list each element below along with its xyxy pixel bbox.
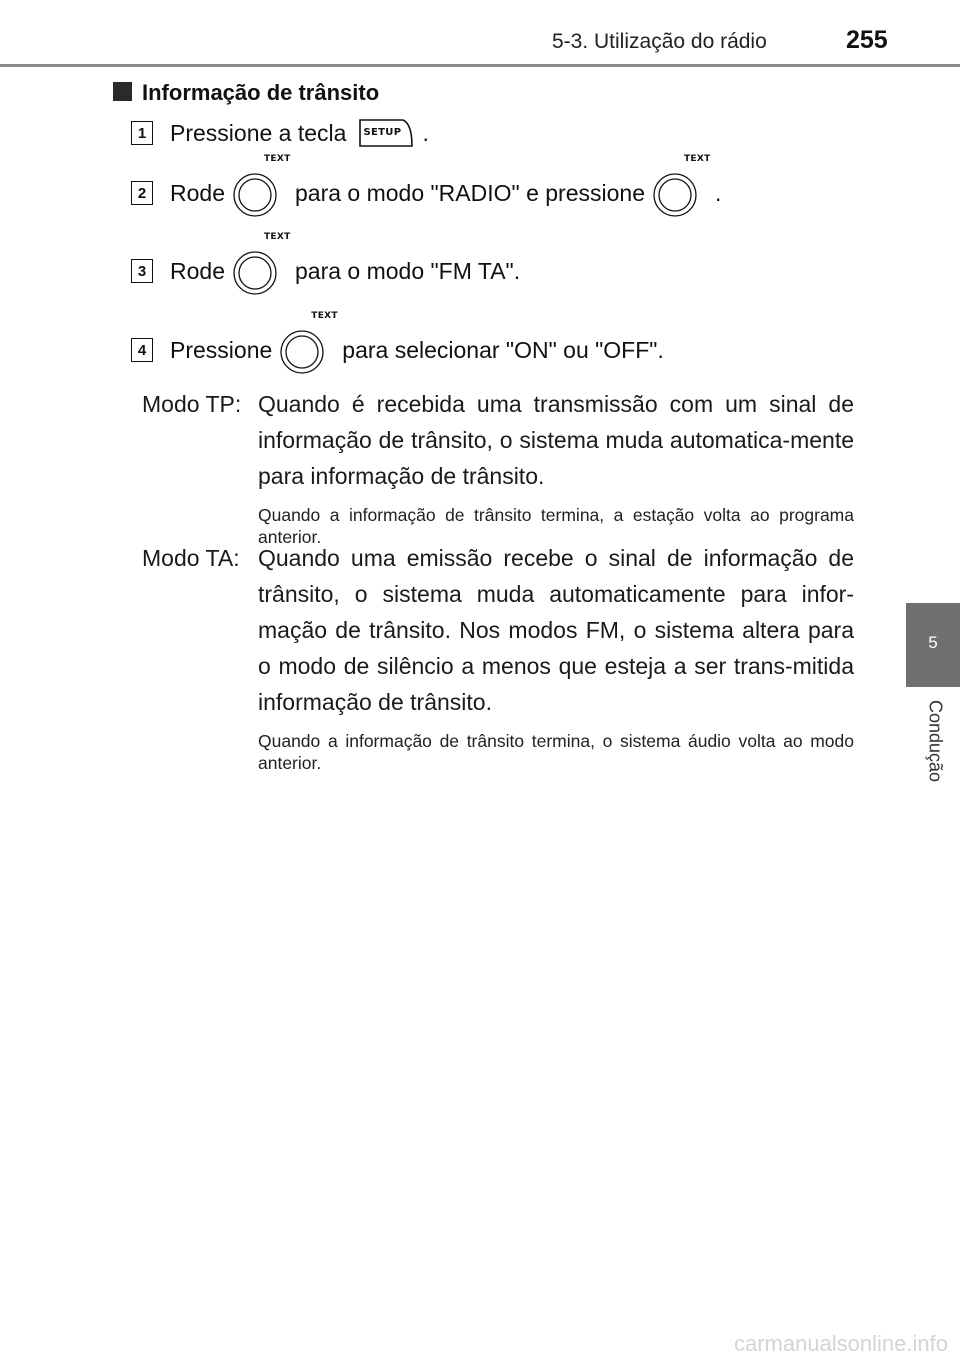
mode-description: Quando uma emissão recebe o sinal de informação de trânsito, o sistema muda automaticamente para infor-mação de trânsito. Nos modos FM, o sistema altera para o modo de silêncio a menos que esteja a ser trans-mitida informação de trânsito. [258, 545, 854, 715]
chapter-label-wrapper [920, 700, 950, 796]
step-number: 1 [131, 121, 153, 145]
mode-description: Quando é recebida uma transmissão com um sinal de informação de trânsito, o sistema muda automatica-mente para informação de trânsito. [258, 391, 854, 489]
step-text: Pressione [170, 336, 273, 363]
knob-label: TEXT [263, 154, 291, 164]
step-text: Pressione a tecla [170, 119, 347, 146]
text-knob-icon [231, 232, 291, 298]
mode-ta-block [142, 540, 854, 774]
step-1 [131, 116, 429, 150]
step-3 [131, 232, 521, 288]
mode-tp-block [142, 386, 854, 548]
step-text-end: . [422, 119, 429, 146]
step-number: 3 [131, 259, 153, 283]
knob-label: TEXT [683, 154, 711, 164]
step-text-end: . [714, 179, 722, 206]
step-text-end: para selecionar "ON" ou "OFF". [342, 336, 664, 363]
section-title: Informação de trânsito [142, 80, 380, 105]
text-knob-icon [231, 154, 291, 220]
chapter-label: Condução [925, 700, 946, 783]
knob-label: TEXT [263, 232, 291, 242]
step-number: 4 [131, 338, 153, 362]
mode-note: Quando a informação de trânsito termina, o sistema áudio volta ao modo anterior. [258, 731, 854, 773]
chapter-number: 5 [928, 633, 938, 652]
setup-button-icon [358, 118, 414, 148]
step-text: Rode [170, 179, 225, 206]
step-4 [131, 311, 664, 367]
page-number: 255 [846, 26, 888, 54]
header-rule [0, 64, 960, 67]
step-text: Rode [170, 257, 225, 284]
watermark: carmanualsonline.info [733, 1331, 948, 1356]
text-knob-icon [651, 154, 711, 220]
mode-note: Quando a informação de trânsito termina, a estação volta ao programa anterior. [258, 505, 854, 547]
step-2 [131, 154, 722, 210]
section-heading [113, 80, 379, 106]
mode-label: Modo TP: [142, 391, 242, 417]
text-knob-icon [278, 311, 338, 377]
step-text-middle: para o modo "RADIO" e pressione [294, 179, 645, 206]
square-bullet-icon [113, 82, 132, 101]
step-number: 2 [131, 181, 153, 205]
setup-button-label: SETUP [363, 127, 402, 138]
chapter-tab [906, 603, 960, 687]
knob-label: TEXT [311, 311, 338, 321]
running-header-section: 5-3. Utilização do rádio [552, 30, 767, 53]
step-text-end: para o modo "FM TA". [294, 257, 521, 284]
mode-label: Modo TA: [142, 545, 240, 571]
